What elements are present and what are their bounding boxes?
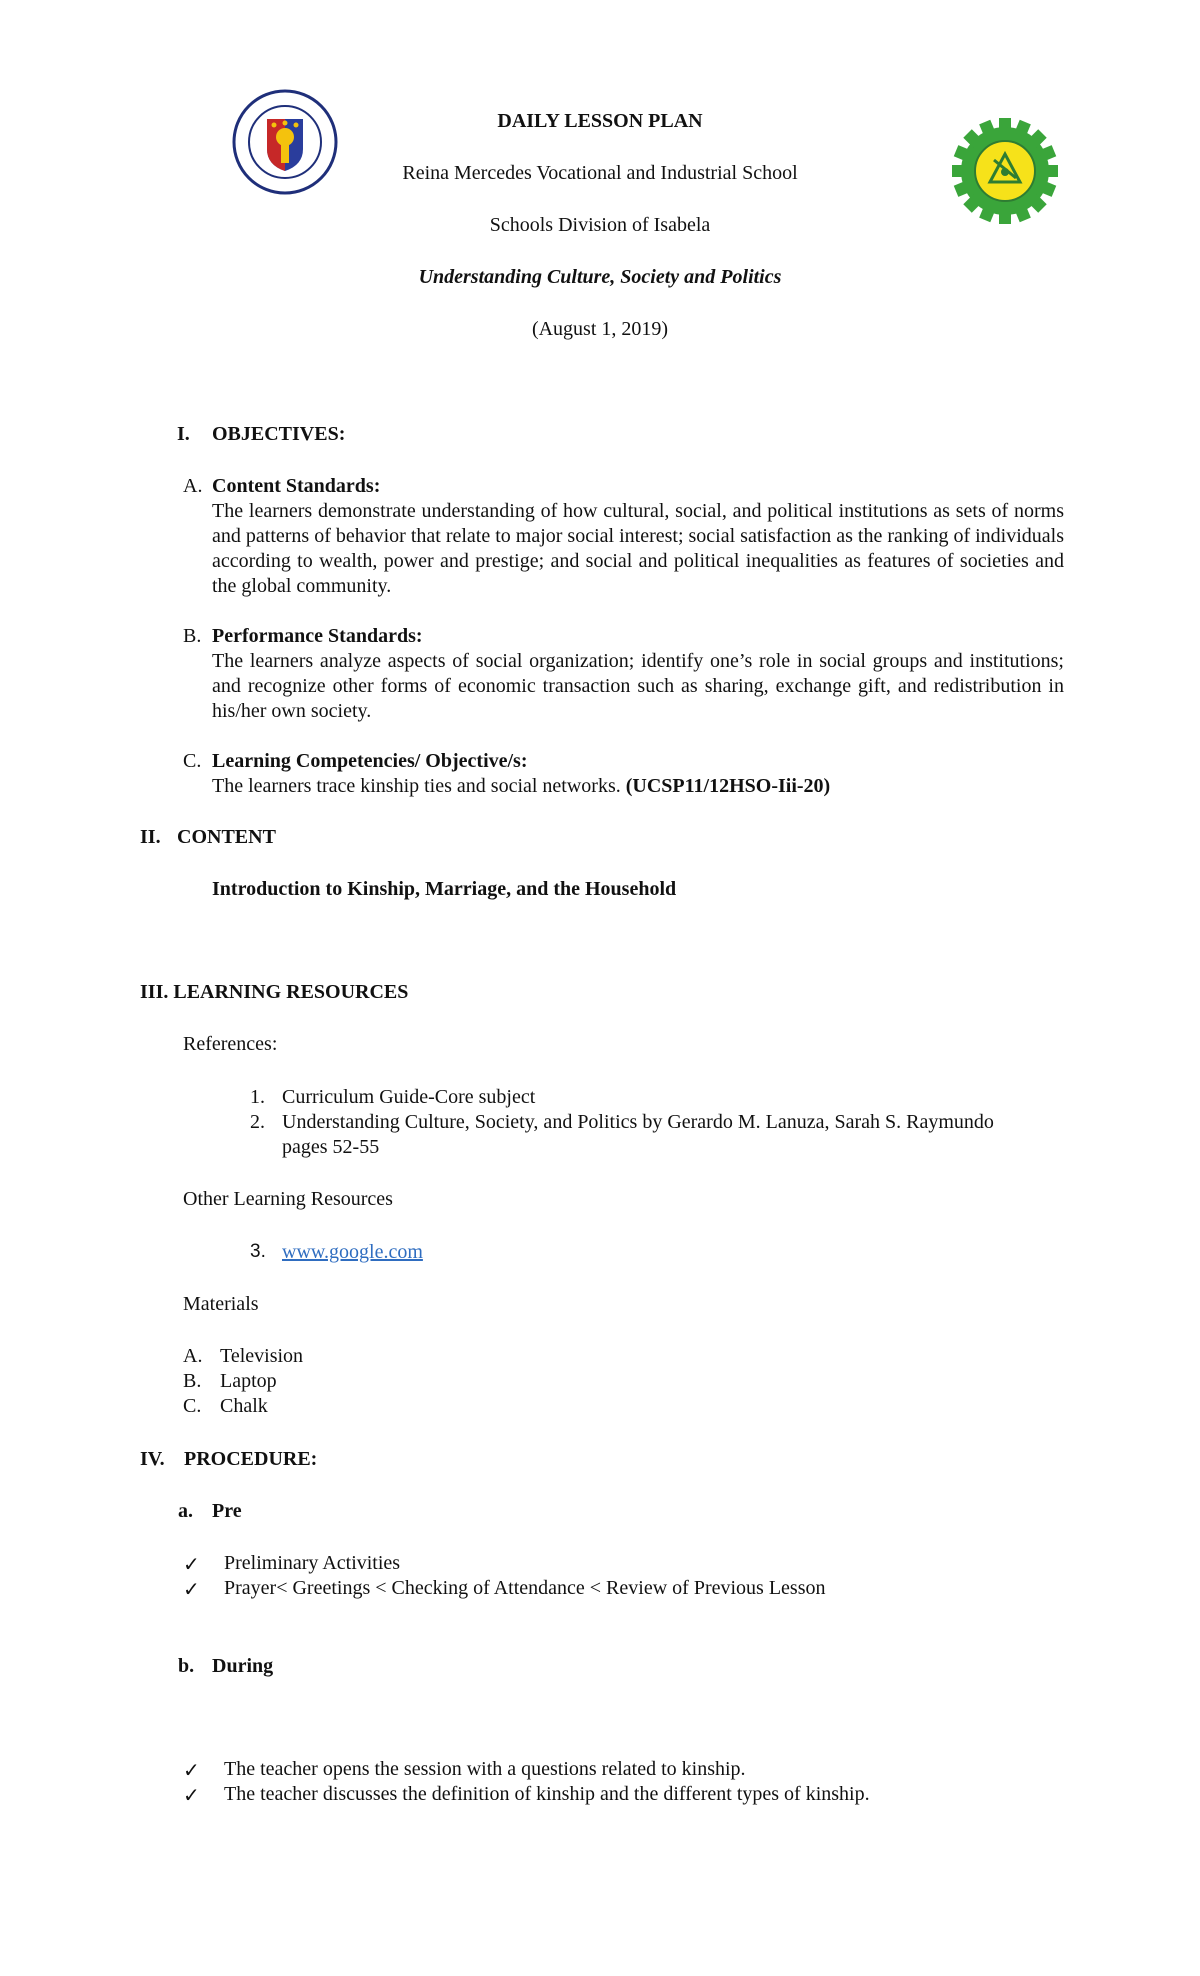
content-topic: Introduction to Kinship, Marriage, and the Household <box>212 878 677 900</box>
other-resources-label: Other Learning Resources <box>183 1188 393 1210</box>
reference-item-continued: pages 52-55 <box>282 1136 380 1158</box>
references-label: References: <box>183 1033 278 1055</box>
learning-competencies-title: Learning Competencies/ Objective/s: <box>212 750 528 772</box>
during-item: The teacher opens the session with a questions related to kinship. <box>224 1758 746 1780</box>
reference-item: Understanding Culture, Society, and Politics by Gerardo M. Lanuza, Sarah S. Raymundo <box>282 1111 994 1133</box>
subject-title: Understanding Culture, Society and Politics <box>418 266 782 288</box>
other-resource-num: 3. <box>250 1241 266 1262</box>
lesson-date: (August 1, 2019) <box>531 318 669 340</box>
pre-letter: a. <box>178 1500 193 1522</box>
material-item: Chalk <box>220 1395 268 1417</box>
division-name: Schools Division of Isabela <box>489 214 711 236</box>
content-standards-text: The learners demonstrate understanding of how cultural, social, and political institutions as sets of norms and patterns of behavior that relate to major social interest; social satisfaction as the ranking of individuals according to wealth, power and prestige; and social and political inequalities as features of societies and the global community. <box>212 500 1064 597</box>
reference-num: 2. <box>250 1111 265 1133</box>
section-heading-procedure: PROCEDURE: <box>184 1448 318 1470</box>
content-standards-title: Content Standards: <box>212 475 381 497</box>
check-icon: ✓ <box>183 1552 200 1576</box>
section-num-content: II. <box>140 826 161 848</box>
section-heading-resources: III. LEARNING RESOURCES <box>140 981 409 1003</box>
reference-num: 1. <box>250 1086 265 1108</box>
competency-text: The learners trace kinship ties and social networks. <box>212 775 621 797</box>
content-standards-letter: A. <box>183 475 203 497</box>
performance-standards-letter: B. <box>183 625 202 647</box>
material-letter: A. <box>183 1345 203 1367</box>
section-num-procedure: IV. <box>140 1448 165 1470</box>
pre-item: Preliminary Activities <box>224 1552 401 1574</box>
document-title: DAILY LESSON PLAN <box>497 110 703 132</box>
check-icon: ✓ <box>183 1783 200 1807</box>
material-letter: C. <box>183 1395 202 1417</box>
during-letter: b. <box>178 1655 195 1677</box>
during-title: During <box>212 1655 274 1677</box>
section-heading-objectives: OBJECTIVES: <box>212 423 346 445</box>
material-item: Television <box>220 1345 304 1367</box>
check-icon: ✓ <box>183 1758 200 1782</box>
material-letter: B. <box>183 1370 202 1392</box>
material-item: Laptop <box>220 1370 277 1392</box>
section-num-objectives: I. <box>177 423 190 445</box>
during-item: The teacher discusses the definition of kinship and the different types of kinship. <box>224 1783 870 1805</box>
learning-competencies-letter: C. <box>183 750 202 772</box>
learning-competencies-text <box>212 775 830 798</box>
performance-standards-text: The learners analyze aspects of social organization; identify one’s role in social groups and institutions; and recognize other forms of economic transaction such as sharing, exchange gift, and redistribution in his/her own society. <box>212 650 1064 722</box>
competency-code: (UCSP11/12HSO-Iii-20) <box>625 775 831 797</box>
google-link[interactable]: www.google.com <box>282 1241 423 1263</box>
materials-label: Materials <box>183 1293 259 1315</box>
reference-item: Curriculum Guide-Core subject <box>282 1086 536 1108</box>
check-icon: ✓ <box>183 1577 200 1601</box>
pre-item: Prayer< Greetings < Checking of Attendance < Review of Previous Lesson <box>224 1577 826 1599</box>
performance-standards-title: Performance Standards: <box>212 625 423 647</box>
pre-title: Pre <box>212 1500 242 1522</box>
section-heading-content: CONTENT <box>177 826 276 848</box>
school-name: Reina Mercedes Vocational and Industrial School <box>402 162 798 184</box>
